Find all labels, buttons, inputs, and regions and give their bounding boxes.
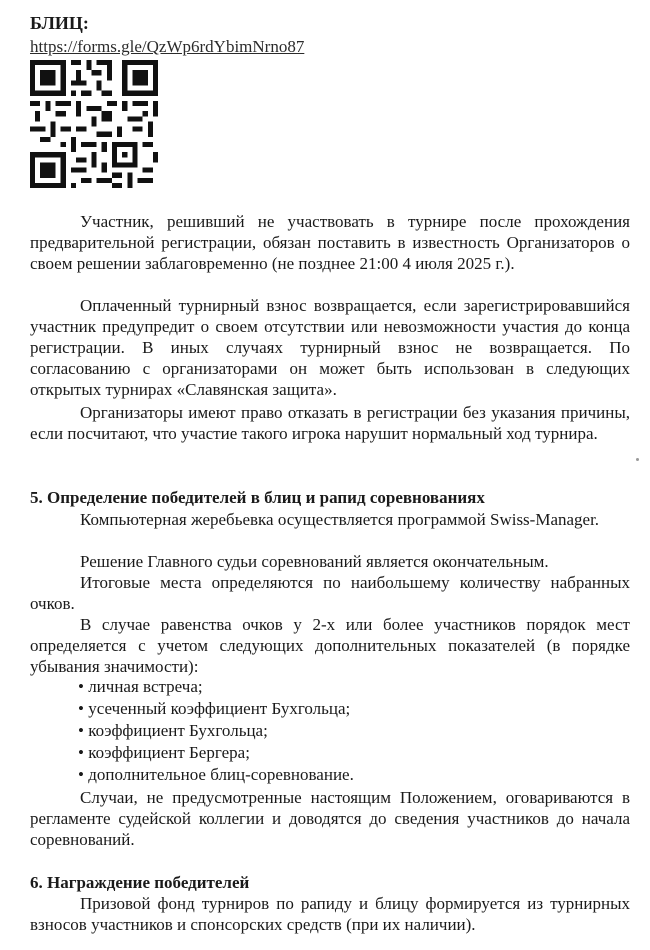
- section-5-title: 5. Определение победителей в блиц и рапид соревнованиях: [30, 488, 485, 507]
- list-item: • коэффициент Бухгольца;: [78, 720, 354, 742]
- pairing-software-paragraph: Компьютерная жеребьевка осуществляется программой Swiss-Manager.: [80, 510, 600, 529]
- list-item: • усеченный коэффициент Бухгольца;: [78, 698, 354, 720]
- final-places-paragraph: Итоговые места определяются по наибольшему количеству набранных очков.: [30, 573, 630, 613]
- registration-form-link[interactable]: https://forms.gle/QzWp6rdYbimNrno87: [30, 37, 305, 56]
- unforeseen-cases-paragraph: Случаи, не предусмотренные настоящим Положением, оговариваются в регламенте судейской коллегии и доводятся до сведения участников до начала соревнований.: [30, 788, 630, 849]
- registration-refusal-paragraph: Организаторы имеют право отказать в регистрации без указания причины, если посчитают, что участие такого игрока нарушит нормальный ход турнира.: [30, 403, 630, 443]
- prize-fund-paragraph: Призовой фонд турниров по рапиду и блицу формируется из турнирных взносов участников и спонсорских средств (при их наличии).: [30, 894, 630, 934]
- list-item: • личная встреча;: [78, 676, 354, 698]
- blitz-heading: БЛИЦ:: [30, 13, 89, 33]
- list-item: • дополнительное блиц-соревнование.: [78, 764, 354, 786]
- chief-arbiter-paragraph: Решение Главного судьи соревнований является окончательным.: [80, 552, 549, 571]
- section-6-title: 6. Награждение победителей: [30, 873, 250, 892]
- qr-code-icon: [30, 60, 158, 188]
- tiebreak-list: [78, 676, 354, 786]
- list-item: • коэффициент Бергера;: [78, 742, 354, 764]
- withdrawal-notice-paragraph: Участник, решивший не участвовать в турнире после прохождения предварительной регистрации, обязан поставить в известность Организаторов о своем решении заблаговременно (не позднее 21:00 4 июля 2025 г.).: [30, 212, 630, 273]
- scan-speck: [636, 458, 639, 461]
- tiebreak-intro-paragraph: В случае равенства очков у 2-х или более участников порядок мест определяется с учетом следующих дополнительных показателей (в порядке убывания значимости):: [30, 615, 630, 676]
- fee-refund-paragraph: Оплаченный турнирный взнос возвращается, если зарегистрировавшийся участник предупредит о своем отсутствии или невозможности участия до конца регистрации. В иных случаях турнирный взнос не возвращается. По согласованию с организаторами он может быть использован в следующих открытых турнирах «Славянская защита».: [30, 296, 630, 399]
